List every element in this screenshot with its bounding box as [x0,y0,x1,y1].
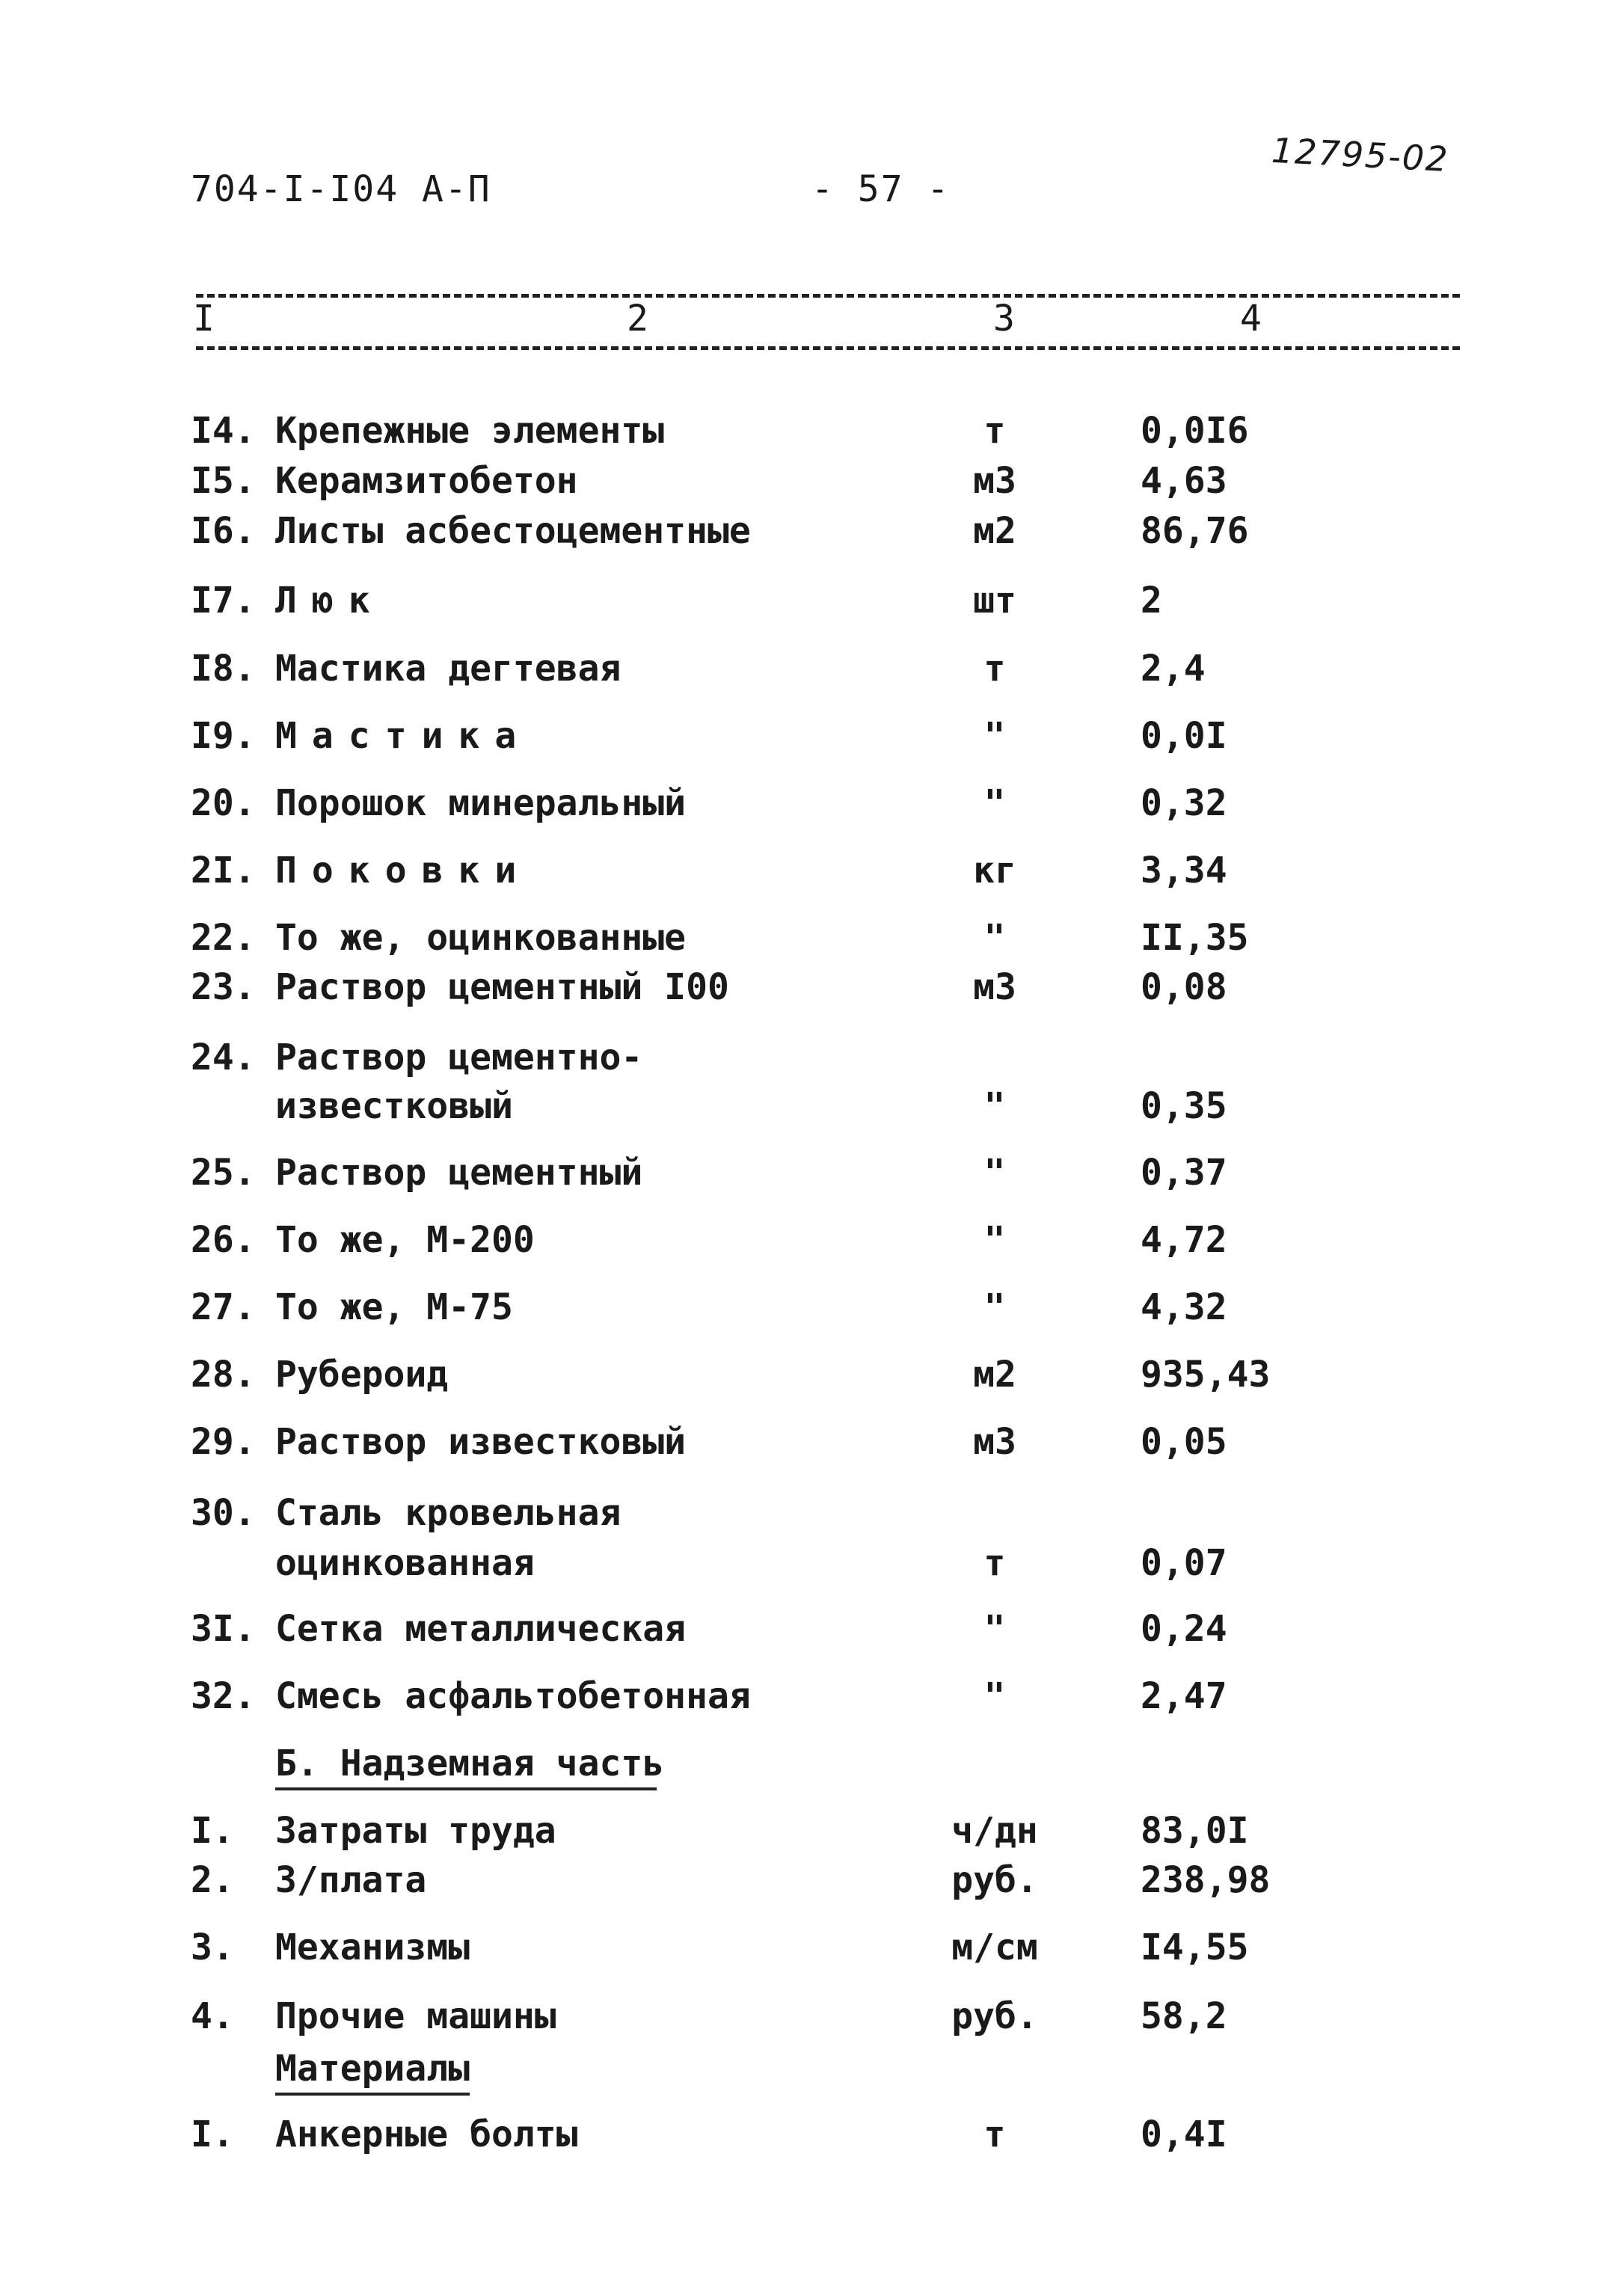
table-row [0,1995,1599,2040]
row-number: 29. [191,1421,256,1463]
table-row [0,1219,1599,1264]
row-quantity: 0,24 [1141,1608,1227,1650]
row-unit: " [983,1152,1006,1194]
document-code: 704-I-I04 А-П [191,168,491,210]
table-header-top-rule [196,294,1460,298]
table-row [0,1152,1599,1197]
row-quantity: 4,32 [1141,1286,1227,1328]
row-unit: т [983,648,1006,690]
handwritten-stamp: 12795-02 [1270,129,1450,180]
row-quantity: 2,47 [1141,1675,1227,1717]
row-unit: м2 [973,1354,1016,1396]
row-quantity: II,35 [1141,917,1249,959]
row-quantity: 935,43 [1141,1354,1271,1396]
row-quantity: 58,2 [1141,1995,1227,2037]
table-row [0,782,1599,827]
row-unit: м2 [973,510,1016,552]
row-unit: м3 [973,966,1016,1008]
row-number: 20. [191,782,256,824]
table-row [0,648,1599,693]
row-name: Сетка металлическая [275,1608,687,1650]
row-name: Листы асбестоцементные [275,510,751,552]
table-row [0,1492,1599,1589]
row-number: I. [191,2114,234,2155]
row-unit: " [983,715,1006,757]
row-quantity: 0,35 [1141,1085,1227,1127]
table-row [0,1859,1599,1904]
row-unit: ч/дн [951,1810,1038,1852]
row-number: 28. [191,1354,256,1396]
column-number-2: 2 [622,298,653,340]
row-name: Сталь кровельная [275,1492,622,1534]
row-number: 3I. [191,1608,256,1650]
row-number: 25. [191,1152,256,1194]
row-quantity: 0,05 [1141,1421,1227,1463]
row-name: Механизмы [275,1927,470,1968]
row-quantity: 0,0I6 [1141,410,1249,452]
column-number-3: 3 [989,298,1019,340]
table-row [0,1286,1599,1331]
column-number-1: I [188,298,219,340]
row-number: 2. [191,1859,234,1901]
row-quantity: 4,72 [1141,1219,1227,1261]
table-row [0,1037,1599,1134]
row-unit: шт [973,580,1016,621]
row-number: I4. [191,410,256,452]
row-number: 23. [191,966,256,1008]
table-row [0,1608,1599,1653]
row-number: I5. [191,460,256,502]
row-name: Порошок минеральный [275,782,687,824]
row-quantity: 238,98 [1141,1859,1271,1901]
row-number: I8. [191,648,256,690]
row-unit: т [983,410,1006,452]
column-number-4: 4 [1236,298,1266,340]
table-row [0,966,1599,1011]
row-unit: " [983,1219,1006,1261]
row-quantity: 0,07 [1141,1542,1227,1584]
row-name-continued: известковый [275,1085,513,1127]
row-name: Раствор цементно- [275,1037,643,1078]
table-row [0,580,1599,624]
table-row [0,715,1599,760]
row-name: То же, М-200 [275,1219,535,1261]
row-name: Раствор цементный I00 [275,966,729,1008]
row-unit: " [983,1286,1006,1328]
table-row [0,1675,1599,1720]
row-number: I. [191,1810,234,1852]
row-number: 22. [191,917,256,959]
table-header-bottom-rule [196,346,1460,350]
row-quantity: 2,4 [1141,648,1206,690]
table-row [0,2114,1599,2158]
row-unit: руб. [951,1995,1038,2037]
row-name: Мастика [275,715,532,757]
table-row [0,460,1599,505]
row-number: I7. [191,580,256,621]
row-quantity: 0,32 [1141,782,1227,824]
row-quantity: I4,55 [1141,1927,1249,1968]
table-row [0,1927,1599,1971]
row-name: Раствор известковый [275,1421,687,1463]
row-name: З/плата [275,1859,427,1901]
row-name: Смесь асфальтобетонная [275,1675,751,1717]
row-name: Прочие машины [275,1995,556,2037]
row-name: Анкерные болты [275,2114,578,2155]
section-heading: Б. Надземная часть [275,1743,657,1790]
row-unit: кг [973,850,1016,891]
row-unit: руб. [951,1859,1038,1901]
row-name: Затраты труда [275,1810,556,1852]
page-number: - 57 - [811,168,951,210]
row-unit: " [983,1085,1006,1127]
row-unit: " [983,917,1006,959]
row-name: Крепежные элементы [275,410,665,452]
row-name: Мастика дегтевая [275,648,622,690]
table-row [0,917,1599,962]
table-row [0,1421,1599,1466]
table-row [0,1354,1599,1399]
row-number: 3. [191,1927,234,1968]
row-quantity: 83,0I [1141,1810,1249,1852]
row-unit: м3 [973,460,1016,502]
row-number: 32. [191,1675,256,1717]
row-unit: " [983,1675,1006,1717]
row-unit: " [983,782,1006,824]
row-name: То же, М-75 [275,1286,513,1328]
row-quantity: 0,08 [1141,966,1227,1008]
row-name-continued: оцинкованная [275,1542,535,1584]
table-row [0,410,1599,455]
row-quantity: 0,0I [1141,715,1227,757]
row-number: 24. [191,1037,256,1078]
row-quantity: 0,37 [1141,1152,1227,1194]
materials-heading: Материалы [275,2048,470,2096]
row-quantity: 4,63 [1141,460,1227,502]
row-unit: т [983,1542,1006,1584]
row-number: I6. [191,510,256,552]
row-number: 27. [191,1286,256,1328]
row-name: Керамзитобетон [275,460,578,502]
row-quantity: 2 [1141,580,1162,621]
table-row [0,850,1599,894]
row-number: 4. [191,1995,234,2037]
row-name: Рубероид [275,1354,449,1396]
row-number: 2I. [191,850,256,891]
row-quantity: 0,4I [1141,2114,1227,2155]
row-unit: м/см [951,1927,1038,1968]
row-number: I9. [191,715,256,757]
row-unit: м3 [973,1421,1016,1463]
row-name: Люк [275,580,385,621]
row-number: 26. [191,1219,256,1261]
row-name: То же, оцинкованные [275,917,687,959]
row-quantity: 3,34 [1141,850,1227,891]
row-name: Раствор цементный [275,1152,643,1194]
row-quantity: 86,76 [1141,510,1249,552]
row-unit: " [983,1608,1006,1650]
row-unit: т [983,2114,1006,2155]
row-name: Поковки [275,850,532,891]
table-row [0,1810,1599,1855]
row-number: 30. [191,1492,256,1534]
table-row [0,510,1599,555]
